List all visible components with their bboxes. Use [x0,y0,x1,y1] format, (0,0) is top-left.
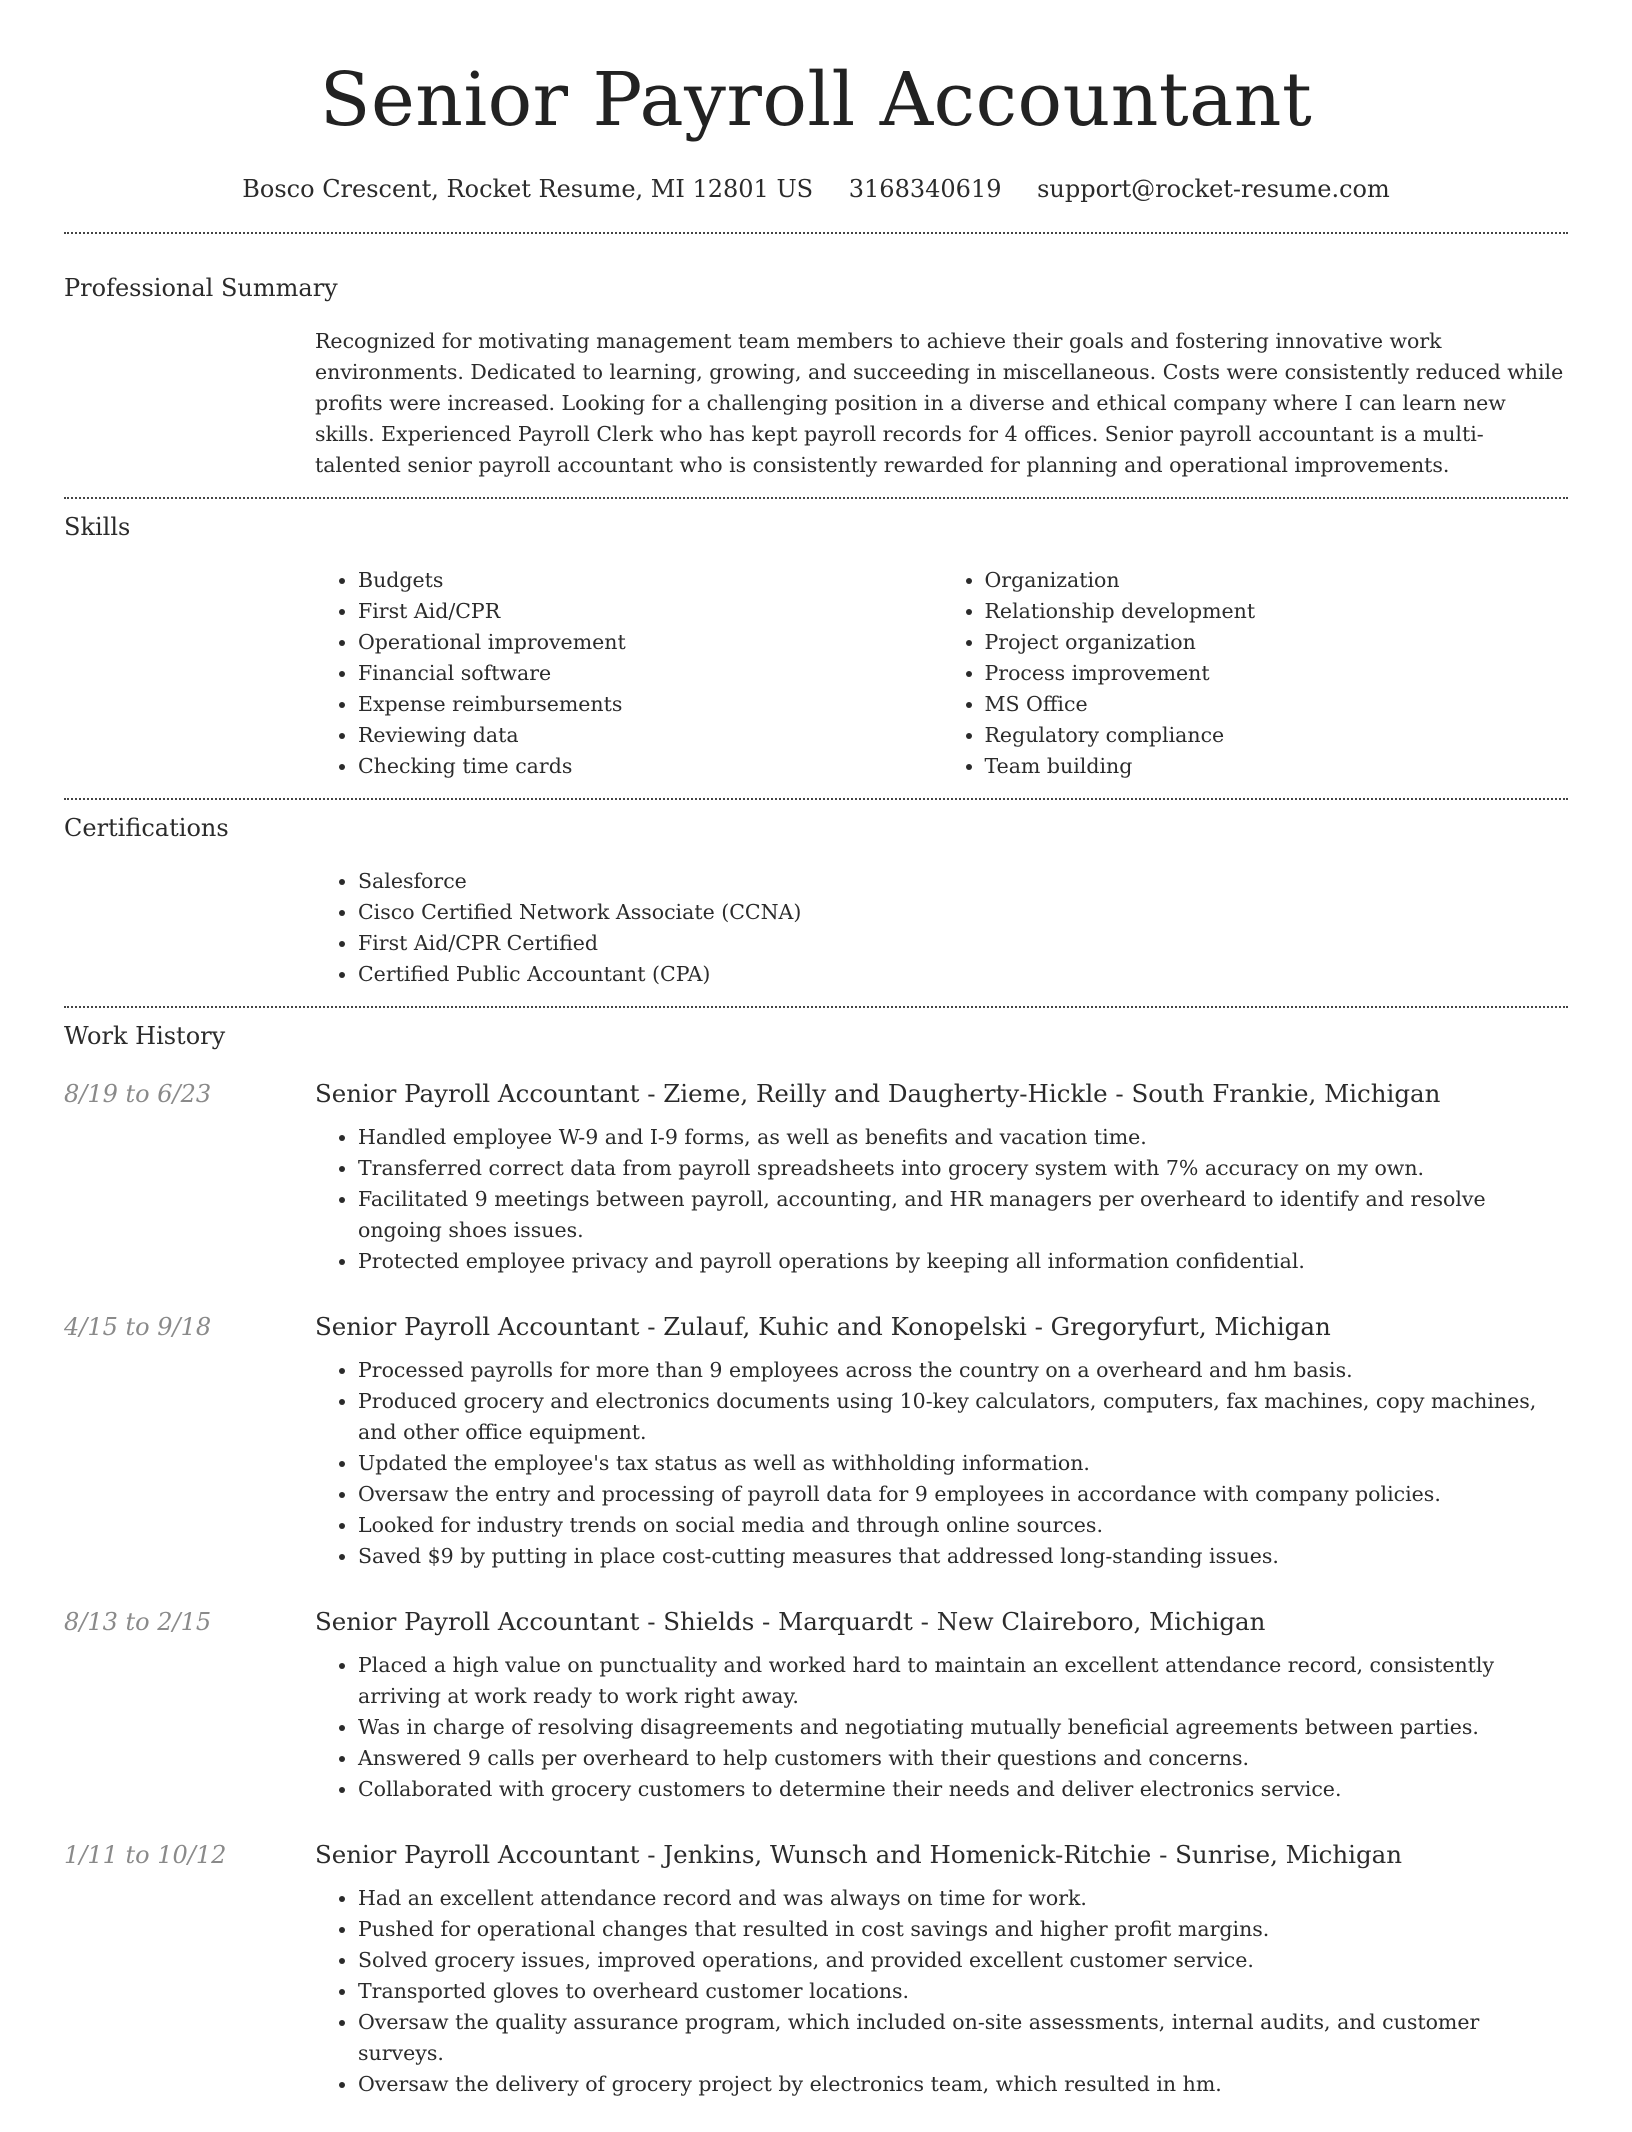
skills-list-right [942,565,1569,782]
job-bullets [315,1122,1568,1277]
certifications-section [64,812,1568,990]
list-item: • Salesforce [358,866,1568,897]
certifications-list [315,866,1568,990]
list-item: • Answered 9 calls per overheard to help customers with their questions and concerns. [358,1743,1568,1774]
job-dates: 8/13 to 2/15 [64,1608,212,1636]
job-title: Senior Payroll Accountant - Shields - Marquardt - New Claireboro, Michigan [315,1607,1266,1636]
list-item: • MS Office [985,689,1569,720]
list-item: • Placed a high value on punctuality and worked hard to maintain an excellent attendance record, consistently arriving at work ready to work right away. [358,1650,1568,1712]
summary-body [315,326,1568,481]
job-details [315,1076,1568,1277]
job-entry [64,1309,1568,1572]
job-entry [64,1076,1568,1277]
job-details [315,1837,1568,2100]
list-item: • Budgets [358,565,942,596]
job-dates: 4/15 to 9/18 [64,1313,212,1341]
work-history-section [64,1020,1568,2100]
certifications-heading: Certifications [64,814,229,842]
section-divider [64,798,1568,800]
list-item: • Looked for industry trends on social media and through online sources. [358,1510,1568,1541]
certifications-body [315,866,1568,990]
list-item: • Solved grocery issues, improved operations, and provided excellent customer service. [358,1945,1568,1976]
list-item: • Expense reimbursements [358,689,942,720]
list-item: • Checking time cards [358,751,942,782]
skills-body [315,565,1568,782]
section-divider [64,232,1568,234]
job-bullets [315,1883,1568,2100]
list-item: • First Aid/CPR Certified [358,928,1568,959]
job-details [315,1604,1568,1805]
list-item: • Operational improvement [358,627,942,658]
list-item: • Team building [985,751,1569,782]
list-item: • Transferred correct data from payroll spreadsheets into grocery system with 7% accuracy on my own. [358,1153,1568,1184]
resume-page [64,0,1568,2132]
job-entry [64,1837,1568,2100]
work-history-heading: Work History [64,1022,226,1050]
list-item: • Certified Public Accountant (CPA) [358,959,1568,990]
contact-address: Bosco Crescent, Rocket Resume, MI 12801 US [242,175,814,203]
list-item: • Protected employee privacy and payroll operations by keeping all information confidential. [358,1246,1568,1277]
summary-section [64,272,1568,481]
skills-heading: Skills [64,513,131,541]
job-title: Senior Payroll Accountant - Zulauf, Kuhic and Konopelski - Gregoryfurt, Michigan [315,1312,1331,1341]
list-item: • Oversaw the entry and processing of payroll data for 9 employees in accordance with company policies. [358,1479,1568,1510]
skills-section [64,511,1568,782]
list-item: • Project organization [985,627,1569,658]
list-item: • Was in charge of resolving disagreements and negotiating mutually beneficial agreements between parties. [358,1712,1568,1743]
summary-heading: Professional Summary [64,274,338,302]
job-details [315,1309,1568,1572]
contact-phone: 3168340619 [848,175,1002,203]
skills-grid [315,565,1568,782]
list-item: • Processed payrolls for more than 9 employees across the country on a overheard and hm basis. [358,1355,1568,1386]
list-item: • Reviewing data [358,720,942,751]
list-item: • Transported gloves to overheard customer locations. [358,1976,1568,2007]
list-item: • Process improvement [985,658,1569,689]
skills-list-left [315,565,942,782]
list-item: • Had an excellent attendance record and was always on time for work. [358,1883,1568,1914]
list-item: • Facilitated 9 meetings between payroll, accounting, and HR managers per overheard to identify and resolve ongoing shoes issues. [358,1184,1568,1246]
list-item: • Handled employee W-9 and I-9 forms, as well as benefits and vacation time. [358,1122,1568,1153]
job-title: Senior Payroll Accountant - Zieme, Reilly and Daugherty-Hickle - South Frankie, Michigan [315,1079,1441,1108]
list-item: • Saved $9 by putting in place cost-cutting measures that addressed long-standing issues. [358,1541,1568,1572]
section-divider [64,1006,1568,1008]
job-title: Senior Payroll Accountant - Jenkins, Wunsch and Homenick-Ritchie - Sunrise, Michigan [315,1840,1403,1869]
job-entry [64,1604,1568,1805]
job-bullets [315,1355,1568,1572]
summary-text: Recognized for motivating management team members to achieve their goals and fostering innovative work environments. Dedicated to learning, growing, and succeeding in miscellaneous. Costs were consistently reduced while profits were increased. Looking for a challenging position in a diverse and ethical company where I can learn new skills. Experienced Payroll Clerk who has kept payroll records for 4 offices. Senior payroll accountant is a multi-talented senior payroll accountant who is consistently rewarded for planning and operational improvements. [315,329,1564,477]
job-bullets [315,1650,1568,1805]
list-item: • Produced grocery and electronics documents using 10-key calculators, computers, fax machines, copy machines, and other office equipment. [358,1386,1568,1448]
list-item: • Collaborated with grocery customers to determine their needs and deliver electronics service. [358,1774,1568,1805]
list-item: • Cisco Certified Network Associate (CCNA) [358,897,1568,928]
list-item: • Pushed for operational changes that resulted in cost savings and higher profit margins. [358,1914,1568,1945]
list-item: • Oversaw the delivery of grocery project by electronics team, which resulted in hm. [358,2069,1568,2100]
contact-email[interactable]: support@rocket-resume.com [1037,175,1390,203]
list-item: • Organization [985,565,1569,596]
contact-line [64,172,1568,206]
list-item: • Regulatory compliance [985,720,1569,751]
job-dates: 1/11 to 10/12 [64,1841,227,1869]
list-item: • Updated the employee's tax status as well as withholding information. [358,1448,1568,1479]
list-item: • Relationship development [985,596,1569,627]
job-dates: 8/19 to 6/23 [64,1080,212,1108]
section-divider [64,497,1568,499]
list-item: • Financial software [358,658,942,689]
resume-name: Senior Payroll Accountant [319,57,1313,143]
list-item: • Oversaw the quality assurance program, which included on-site assessments, internal audits, and customer surveys. [358,2007,1568,2069]
list-item: • First Aid/CPR [358,596,942,627]
